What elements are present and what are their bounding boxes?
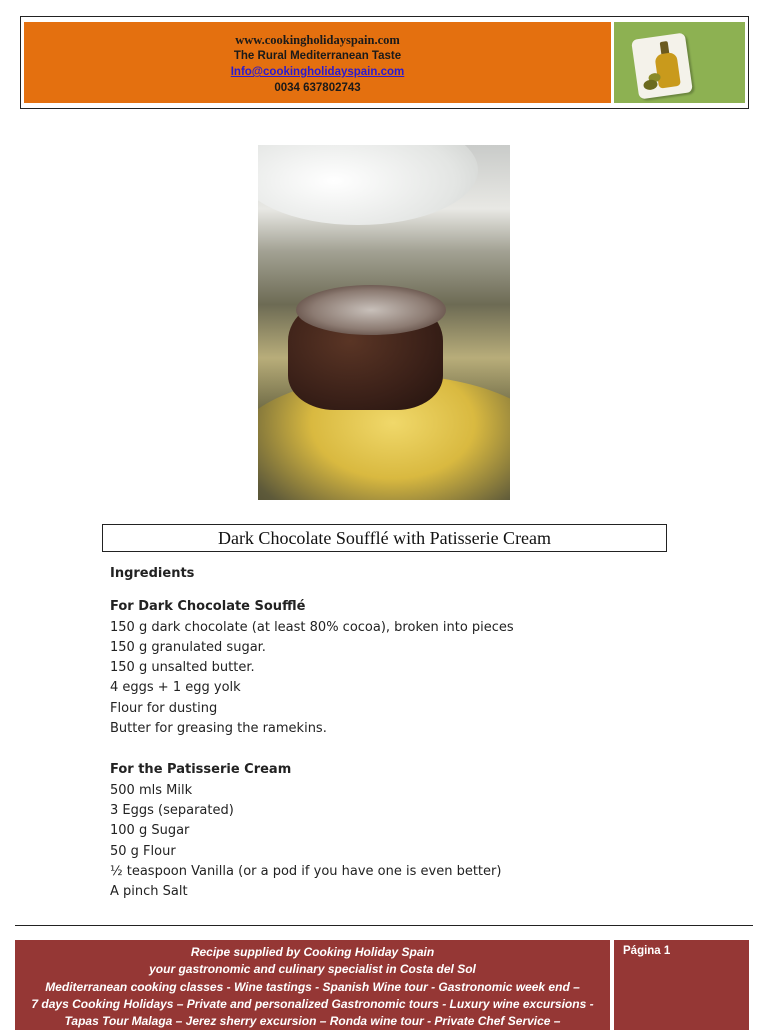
cream-heading: For the Patisserie Cream — [110, 762, 292, 778]
ingredients-section — [110, 564, 670, 902]
letterhead-contact-panel — [24, 22, 611, 103]
phone-number: 0034 637802743 — [274, 82, 361, 94]
list-item: 500 mls Milk — [110, 782, 193, 798]
list-item: Butter for greasing the ramekins. — [110, 721, 327, 737]
list-item: 150 g granulated sugar. — [110, 639, 266, 655]
recipe-title: Dark Chocolate Soufflé with Patisserie Cream — [102, 524, 667, 552]
letterhead — [20, 16, 749, 109]
tagline: The Rural Mediterranean Taste — [233, 50, 402, 62]
footer-divider — [15, 925, 753, 926]
website-link[interactable]: www.cookingholidayspain.com — [235, 33, 400, 47]
list-item: A pinch Salt — [110, 884, 188, 900]
list-item: 3 Eggs (separated) — [110, 802, 234, 818]
footer-line: Mediterranean cooking classes - Wine tastings - Spanish Wine tour - Gastronomic week end – — [45, 979, 580, 994]
email-link[interactable]: Info@cookingholidayspain.com — [230, 66, 405, 78]
list-item: ½ teaspoon Vanilla (or a pod if you have one is even better) — [110, 863, 502, 879]
chocolate-souffle-photo — [258, 145, 510, 500]
list-item: Flour for dusting — [110, 700, 218, 716]
footer-promo — [15, 940, 610, 1030]
list-item: 4 eggs + 1 egg yolk — [110, 680, 241, 696]
souffle-heading: For Dark Chocolate Soufflé — [110, 599, 306, 615]
list-item: 100 g Sugar — [110, 823, 190, 839]
ingredients-heading: Ingredients — [110, 566, 195, 581]
list-item: 50 g Flour — [110, 843, 176, 859]
footer-line: Recipe supplied by Cooking Holiday Spain — [190, 945, 435, 959]
footer-line: your gastronomic and culinary specialist in Costa del Sol — [149, 962, 476, 977]
olive-oil-bottle-icon — [631, 33, 693, 100]
list-item: 150 g dark chocolate (at least 80% cocoa), broken into pieces — [110, 619, 514, 635]
logo-panel — [614, 22, 745, 103]
footer-line: Tapas Tour Malaga – Jerez sherry excursion – Ronda wine tour - Private Chef Service – — [64, 1014, 561, 1029]
page-number: Página 1 — [614, 940, 749, 1030]
footer-line: 7 days Cooking Holidays – Private and personalized Gastronomic tours - Luxury wine excursions - — [31, 996, 594, 1011]
list-item: 150 g unsalted butter. — [110, 660, 255, 676]
